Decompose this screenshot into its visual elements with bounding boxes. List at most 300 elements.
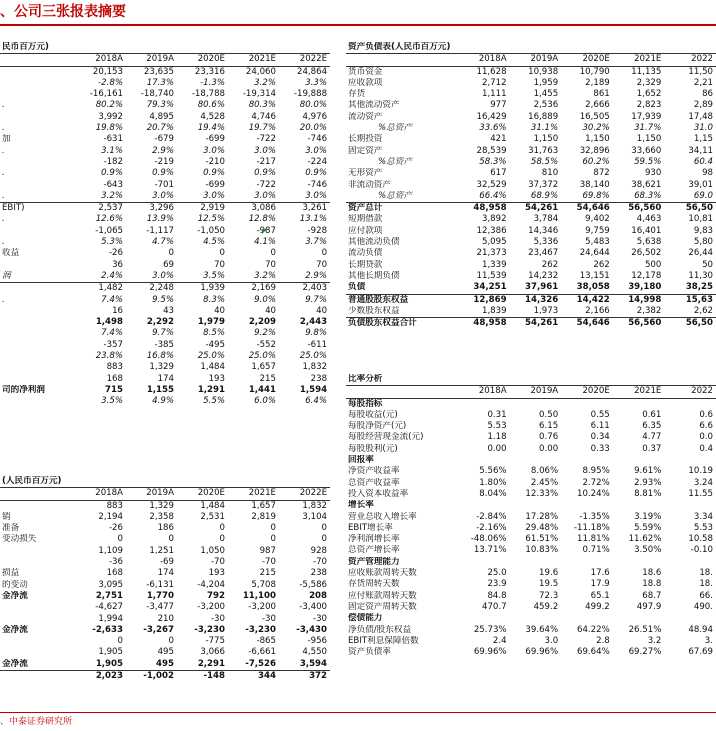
cell-value: 2.9% xyxy=(152,145,174,156)
cell-value: 80.3% xyxy=(248,100,276,111)
cell-value: 1,979 xyxy=(197,317,225,328)
cell-value: 23.9 xyxy=(487,579,507,590)
table-row xyxy=(346,421,716,432)
row-label: 普通股股东权益 xyxy=(346,294,458,306)
cell-value: 12,178 xyxy=(631,270,662,281)
cell-value: -219 xyxy=(154,156,174,167)
row-label xyxy=(0,647,75,658)
cell-value: 495 xyxy=(157,647,174,658)
row-label: 损益 xyxy=(2,568,20,579)
cell-value: 2,023 xyxy=(75,671,126,683)
cell-value: -699 xyxy=(205,134,225,145)
table-row xyxy=(346,306,716,318)
cell-value: 4,976 xyxy=(302,111,328,122)
table-row xyxy=(346,214,716,225)
cell-value: 23,316 xyxy=(194,66,225,77)
cell-value: 12,869 xyxy=(458,294,510,306)
row-label xyxy=(0,546,75,557)
cell-value: 1,150 xyxy=(533,134,559,145)
cell-value: -2.84% xyxy=(476,511,507,522)
cell-value: 59.5% xyxy=(634,156,662,167)
cell-value: 2,21 xyxy=(693,77,714,88)
cell-value: 13,151 xyxy=(579,270,610,281)
cell-value: -701 xyxy=(154,179,174,190)
table-row xyxy=(346,636,716,647)
row-label: EBIT利息保障倍数 xyxy=(348,635,419,646)
row-label xyxy=(0,78,75,89)
row-label: 应收账款周转天数 xyxy=(348,568,417,579)
row-label: 投入资本收益率 xyxy=(348,488,409,499)
cell-value: 4.1% xyxy=(254,237,276,248)
cell-value: 28,539 xyxy=(476,145,507,156)
row-label: 的变动 xyxy=(2,579,28,590)
table-row xyxy=(0,546,330,557)
cell-value: 2,291 xyxy=(197,658,225,669)
cell-value: 24,644 xyxy=(579,248,610,259)
row-label: 负债 xyxy=(348,282,366,293)
table-row xyxy=(346,557,716,568)
cell-value: 3.0% xyxy=(152,190,174,201)
table-row xyxy=(346,318,716,330)
year-header-row xyxy=(0,488,330,500)
cell-value: 68.3% xyxy=(634,190,662,201)
cell-value: -217 xyxy=(256,156,276,167)
cell-value: 3,992 xyxy=(98,111,123,122)
table-row xyxy=(0,647,330,658)
cell-value: 3,086 xyxy=(228,203,279,215)
cell-value: 0.76 xyxy=(539,432,559,443)
cell-value: 3.0% xyxy=(305,190,328,201)
row-label: 变动损失 xyxy=(2,534,37,545)
row-label xyxy=(0,614,75,625)
table-row xyxy=(346,500,716,511)
cell-value: 3,095 xyxy=(98,579,123,590)
cell-value: 19.7% xyxy=(248,123,276,134)
cell-value: 69.96% xyxy=(473,647,507,658)
cell-value: -70 xyxy=(312,557,328,568)
cell-value: 0.00 xyxy=(539,443,559,454)
header-blank xyxy=(0,54,75,66)
cell-value: 80.6% xyxy=(197,100,225,111)
cell-value: 1,484 xyxy=(200,500,225,511)
table-row xyxy=(346,226,716,237)
cell-value: 9.5% xyxy=(152,294,174,305)
cell-value: 0 xyxy=(168,248,174,259)
table-row xyxy=(0,157,330,168)
row-label: . xyxy=(2,168,5,179)
cell-value: 4.9% xyxy=(152,396,174,407)
row-label: 应付款项 xyxy=(348,225,383,236)
cell-value: 58.5% xyxy=(530,156,559,167)
table-row xyxy=(0,214,330,225)
cell-value: 0.37 xyxy=(642,443,662,454)
cell-value: 3.2 xyxy=(647,635,662,646)
cell-value: 17.28% xyxy=(525,511,559,522)
cell-value: 2,531 xyxy=(200,511,225,522)
cell-value: 1,939 xyxy=(177,283,228,295)
cell-value: -0.10 xyxy=(690,545,713,556)
row-label: 净资产收益率 xyxy=(348,466,400,477)
row-label xyxy=(0,226,75,237)
year-header-row xyxy=(0,54,330,66)
year-header: 2018A xyxy=(75,54,126,66)
table-row xyxy=(0,534,330,545)
cell-value: 23,467 xyxy=(528,248,559,259)
cell-value: 2,62 xyxy=(693,305,714,316)
cell-value: 1,441 xyxy=(248,384,276,395)
cell-value: -3,430 xyxy=(296,624,328,635)
row-label: . xyxy=(2,123,5,134)
cell-value: 16,429 xyxy=(476,111,507,122)
cell-value: 2,823 xyxy=(636,100,662,111)
cell-value: 36 xyxy=(112,259,123,270)
row-label xyxy=(0,66,75,78)
cell-value: 262 xyxy=(593,259,610,270)
row-label: 流动资产 xyxy=(348,111,383,122)
cell-value: 12.33% xyxy=(525,488,559,499)
table-row xyxy=(0,248,330,259)
cell-value: 6.0% xyxy=(254,396,276,407)
cell-value: 67.69 xyxy=(688,647,713,658)
cell-value: 1,329 xyxy=(149,362,174,373)
table-row xyxy=(0,317,330,328)
cell-value: 1,339 xyxy=(481,259,507,270)
table-row xyxy=(346,248,716,259)
cell-value: 168 xyxy=(106,373,123,384)
cell-value: 98 xyxy=(702,168,714,179)
cell-value: -643 xyxy=(103,179,123,190)
table-row xyxy=(0,123,330,134)
cell-value: -19,888 xyxy=(293,89,328,100)
cell-value: 13.1% xyxy=(299,214,328,225)
cell-value: -16,161 xyxy=(89,89,123,100)
cell-value: 20.7% xyxy=(146,123,174,134)
cell-value: -26 xyxy=(108,248,123,259)
table-row xyxy=(0,580,330,591)
cell-value: 2.9% xyxy=(305,270,328,281)
cell-value: 5.53 xyxy=(693,522,713,533)
row-label: %总资产 xyxy=(378,190,412,201)
cell-value: 11,135 xyxy=(631,66,662,77)
cell-value: 3,066 xyxy=(200,647,225,658)
table-row xyxy=(346,568,716,579)
row-label: 无形资产 xyxy=(348,168,383,179)
cell-value: 24,060 xyxy=(245,66,276,77)
cell-value: 1,657 xyxy=(251,362,276,373)
cell-value: 69.0 xyxy=(693,190,714,201)
cell-value: 3.2% xyxy=(254,77,276,88)
cell-value: 86 xyxy=(702,89,714,100)
cell-value: 9,83 xyxy=(693,225,714,236)
cell-value: 262 xyxy=(541,259,559,270)
cell-value: 372 xyxy=(279,671,330,683)
year-header: 2022 xyxy=(664,54,716,66)
cell-value: 70 xyxy=(316,259,328,270)
cell-value: 3.50% xyxy=(634,545,662,556)
row-label: 其他长期负债 xyxy=(348,270,400,281)
cell-value: 31,763 xyxy=(528,145,559,156)
cell-value: -357 xyxy=(103,339,123,350)
cell-value: 3.5% xyxy=(203,270,225,281)
cell-value: 2,248 xyxy=(126,283,177,295)
table-row xyxy=(0,237,330,248)
table-row xyxy=(346,432,716,443)
cell-value: 69 xyxy=(163,259,174,270)
cell-value: 2,403 xyxy=(279,283,330,295)
table-row xyxy=(0,523,330,534)
cell-value: 6.4% xyxy=(305,396,328,407)
row-label: 司的净利润 xyxy=(2,384,45,395)
row-label: %总资产 xyxy=(378,123,412,134)
year-header: 2019A xyxy=(126,54,177,66)
cell-value: 0.71% xyxy=(582,545,610,556)
cell-value: 9.61% xyxy=(634,466,662,477)
cell-value: 3.0% xyxy=(203,145,225,156)
section-title: (人民币百万元) xyxy=(0,476,330,488)
cell-value: 11,30 xyxy=(688,270,714,281)
cell-value: 495 xyxy=(156,658,174,669)
cell-value: 7.4% xyxy=(101,294,123,305)
cell-value: -148 xyxy=(177,671,228,683)
cell-value: 2.72% xyxy=(582,477,610,488)
table-row xyxy=(346,146,716,157)
cell-value: 0.33 xyxy=(590,443,610,454)
row-label: 资产负债率 xyxy=(348,647,391,658)
cell-value: 5.56% xyxy=(479,466,507,477)
cell-value: 8.3% xyxy=(203,294,225,305)
page-title: 、公司三张报表摘要 xyxy=(0,0,716,26)
cell-value: 70 xyxy=(265,259,276,270)
cell-value: 0 xyxy=(321,534,328,545)
year-header: 2020E xyxy=(177,488,228,500)
section-title: 民币百万元) xyxy=(0,42,330,54)
cell-value: 872 xyxy=(593,168,610,179)
cell-value: 48.94 xyxy=(688,624,713,635)
year-header: 2019A xyxy=(126,488,177,500)
table-section-header xyxy=(0,476,330,488)
cell-value: 1,251 xyxy=(149,545,174,556)
cell-value: 2.93% xyxy=(634,477,662,488)
cell-value: 3,296 xyxy=(126,203,177,215)
cell-value: 1,15 xyxy=(693,134,714,145)
cell-value: 50 xyxy=(702,259,714,270)
cell-value: 19.5 xyxy=(539,579,559,590)
year-header: 2021E xyxy=(228,488,279,500)
cell-value: 3.3% xyxy=(305,77,328,88)
cell-value: 65.1 xyxy=(590,590,610,601)
row-label xyxy=(0,362,75,373)
cell-value: 14,422 xyxy=(561,294,613,306)
cell-value: 883 xyxy=(106,362,123,373)
cell-value: 1,657 xyxy=(251,500,276,511)
cell-value: 39.64% xyxy=(525,624,559,635)
cell-value: 1,594 xyxy=(299,384,328,395)
table-row xyxy=(346,512,716,523)
cell-value: 40 xyxy=(265,305,276,316)
table-row xyxy=(0,557,330,568)
year-header: 2021E xyxy=(228,54,279,66)
cell-value: -11.18% xyxy=(573,522,610,533)
cell-value: 215 xyxy=(259,373,276,384)
cell-value: 810 xyxy=(541,168,559,179)
row-label: 资产管理能力 xyxy=(348,556,400,567)
cell-value: 13.9% xyxy=(146,214,174,225)
cell-value: 0.31 xyxy=(487,409,507,420)
table-row xyxy=(346,602,716,613)
year-header: 2019A xyxy=(510,54,562,66)
cell-value: -928 xyxy=(307,225,328,236)
year-header: 2021E xyxy=(613,386,665,398)
row-label: 长期贷款 xyxy=(348,259,383,270)
cell-value: 1,155 xyxy=(146,384,174,395)
row-label: 每股收益(元) xyxy=(348,409,398,420)
cell-value: 2,382 xyxy=(636,305,662,316)
table-section-header xyxy=(0,42,330,54)
cell-value: 64.22% xyxy=(577,624,610,635)
row-label xyxy=(0,636,75,647)
cell-value: 18. xyxy=(699,568,713,579)
cell-value: -3,477 xyxy=(146,602,174,613)
table-row xyxy=(346,100,716,111)
cell-value: 883 xyxy=(106,500,123,511)
cell-value: 26,44 xyxy=(688,248,714,259)
cell-value: -722 xyxy=(256,179,276,190)
cell-value: 80.2% xyxy=(95,100,123,111)
cell-value: 500 xyxy=(644,259,662,270)
row-label: 加 xyxy=(2,134,11,145)
cell-value: 174 xyxy=(157,568,174,579)
table-row xyxy=(0,659,330,671)
cell-value: 1,482 xyxy=(75,283,126,295)
cell-value: 1,498 xyxy=(95,317,123,328)
cell-value: -495 xyxy=(205,339,225,350)
cell-value: 3,784 xyxy=(533,214,559,225)
section-title: 资产负债表(人民币百万元) xyxy=(346,42,716,54)
cell-value: 4,528 xyxy=(200,111,225,122)
table-row xyxy=(346,455,716,466)
cell-value: 2,292 xyxy=(146,317,174,328)
cell-value: 70 xyxy=(214,259,225,270)
row-label: EBIT) xyxy=(0,203,75,215)
cell-value: 6.15 xyxy=(539,421,559,432)
row-label xyxy=(0,89,75,100)
table-row xyxy=(346,410,716,421)
table-row xyxy=(0,671,330,683)
cell-value: 37,961 xyxy=(525,282,559,293)
page-footer: 、中泰证券研究所 xyxy=(0,712,716,731)
cell-value: 861 xyxy=(593,89,610,100)
cell-value: 8.06% xyxy=(530,466,559,477)
row-label xyxy=(0,500,75,512)
cell-value: 0 xyxy=(219,248,225,259)
year-header: 2020E xyxy=(561,54,613,66)
cell-value: 1,994 xyxy=(98,613,123,624)
cell-value: 12.6% xyxy=(95,214,123,225)
cell-value: 30.2% xyxy=(582,123,610,134)
cell-value: 2.8 xyxy=(596,635,610,646)
cell-value: 930 xyxy=(644,168,662,179)
cell-value: 66. xyxy=(699,590,713,601)
cell-value: 0.9% xyxy=(101,168,123,179)
cell-value: 43 xyxy=(163,305,174,316)
table-row xyxy=(0,295,330,306)
cell-value: 17.6 xyxy=(590,568,610,579)
table-row xyxy=(346,523,716,534)
table-section-header xyxy=(346,42,716,54)
cell-value: -69 xyxy=(159,557,174,568)
table-row xyxy=(346,89,716,100)
cell-value: -224 xyxy=(307,156,328,167)
cell-value: -70 xyxy=(210,557,225,568)
cell-value: 3.5% xyxy=(101,396,123,407)
row-label: 润 xyxy=(2,270,11,281)
row-label: 总资产增长率 xyxy=(348,545,400,556)
cell-value: 40 xyxy=(316,305,328,316)
table-section-header xyxy=(346,374,716,386)
cell-value: 56,50 xyxy=(664,318,716,330)
income-statement-table xyxy=(0,42,330,408)
cell-value: 1,959 xyxy=(533,77,559,88)
cell-value: 14,998 xyxy=(613,294,665,306)
cell-value: 54,646 xyxy=(561,318,613,330)
cell-value: -3,200 xyxy=(197,602,225,613)
table-row xyxy=(0,100,330,111)
table-row xyxy=(0,396,330,407)
cell-value: 3.24 xyxy=(693,477,713,488)
cell-value: 617 xyxy=(490,168,507,179)
row-label: 存货 xyxy=(348,89,366,100)
cell-value: 1.18 xyxy=(487,432,507,443)
cell-value: 68.7 xyxy=(642,590,662,601)
header-blank xyxy=(346,386,458,398)
cell-value: -746 xyxy=(307,179,328,190)
table-row xyxy=(0,512,330,523)
cell-value: 54,261 xyxy=(510,203,562,215)
table-row xyxy=(0,625,330,636)
table-row xyxy=(0,66,330,78)
cell-value: 12,386 xyxy=(476,225,507,236)
cell-value: 9,402 xyxy=(585,214,610,225)
cell-value: 4.77 xyxy=(642,432,662,443)
cell-value: 8.04% xyxy=(479,488,507,499)
cell-value: 54,261 xyxy=(510,318,562,330)
cell-value: 17,939 xyxy=(631,111,662,122)
cell-value: 0.9% xyxy=(203,168,225,179)
cell-value: 60.4 xyxy=(693,156,714,167)
table-row xyxy=(346,112,716,123)
table-row xyxy=(0,112,330,123)
table-row xyxy=(0,260,330,271)
cell-value: 56,560 xyxy=(613,203,665,215)
row-label: 净负债/股东权益 xyxy=(348,624,412,635)
cell-value: 5,336 xyxy=(533,237,559,248)
cell-value: 0.34 xyxy=(590,432,610,443)
cell-value: 3.1% xyxy=(101,145,123,156)
cell-value: 10,938 xyxy=(528,66,559,77)
table-row xyxy=(0,362,330,373)
row-label: . xyxy=(2,237,5,248)
table-row xyxy=(0,168,330,179)
cell-value: -4,204 xyxy=(197,579,225,590)
cashflow-table xyxy=(0,476,330,682)
cell-value: 1,905 xyxy=(98,647,123,658)
cell-value: -5,586 xyxy=(299,579,328,590)
cell-value: -1.35% xyxy=(579,511,610,522)
cell-value: 3.0% xyxy=(254,190,276,201)
cell-value: 17,48 xyxy=(688,111,714,122)
table-row xyxy=(346,237,716,248)
cell-value: 2,666 xyxy=(585,100,610,111)
